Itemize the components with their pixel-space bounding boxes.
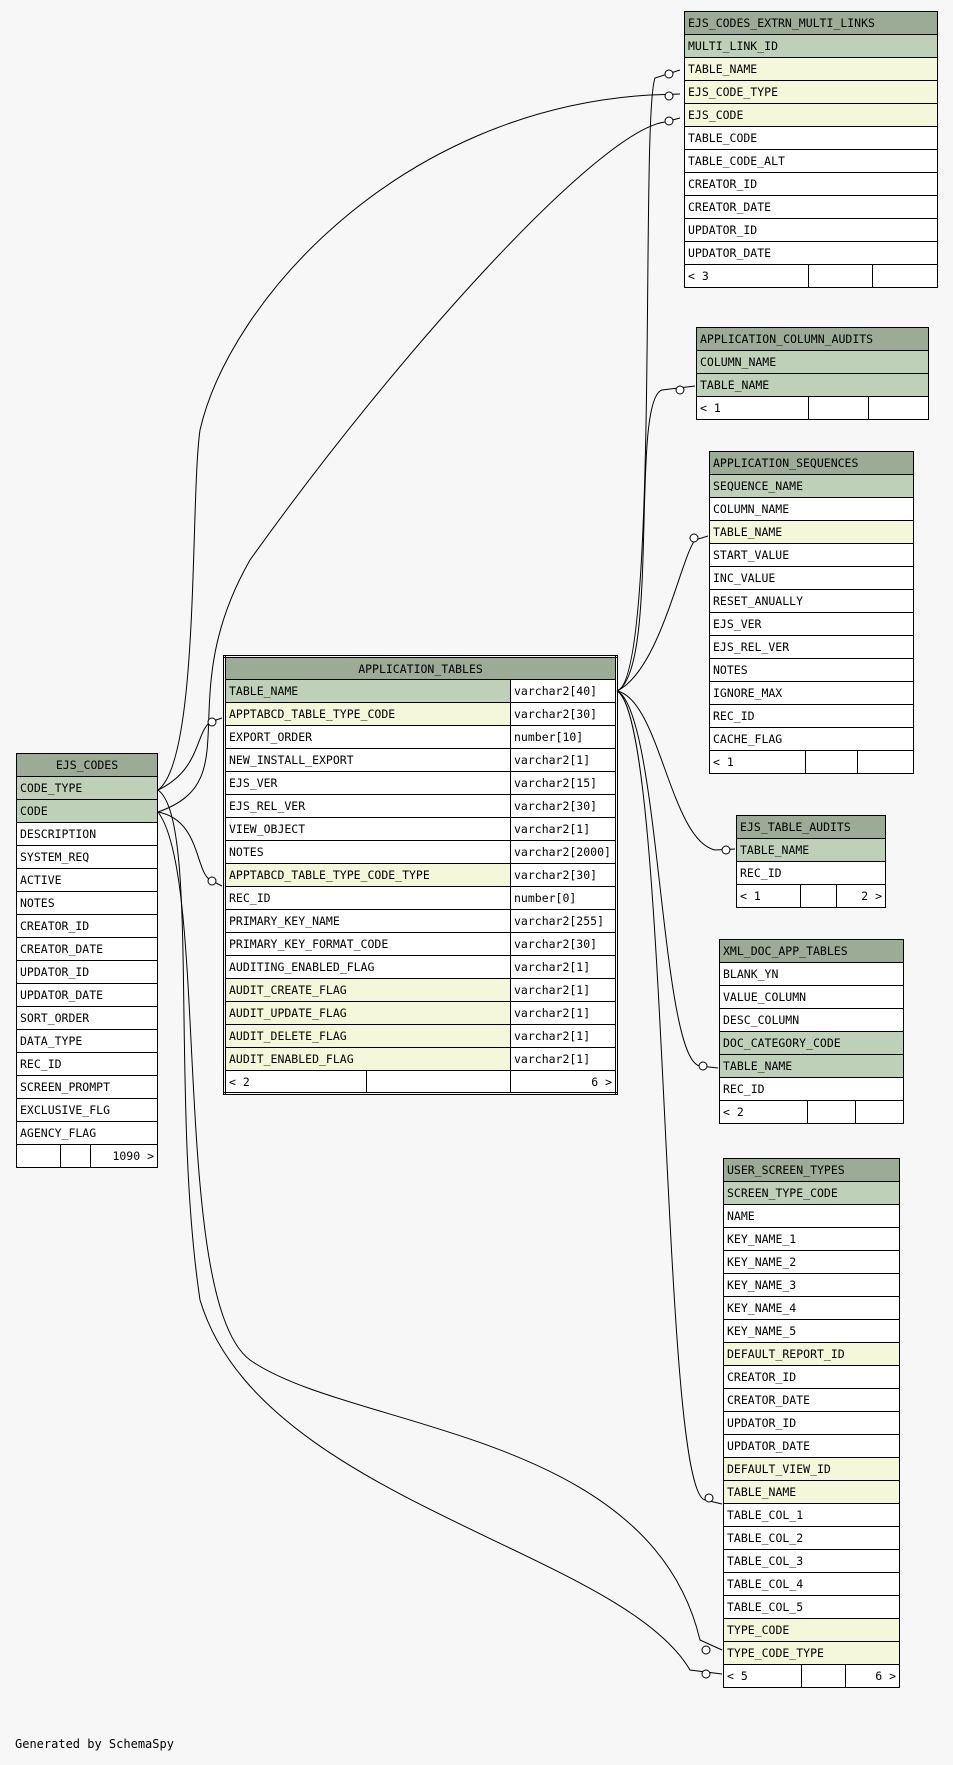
parents-count	[17, 1145, 61, 1168]
column-cell: DEFAULT_REPORT_ID	[724, 1343, 900, 1366]
column-name: VIEW_OBJECT	[225, 818, 511, 841]
table-user-screen-types	[723, 1158, 900, 1688]
column-type: varchar2[30]	[511, 703, 617, 726]
column-cell: SYSTEM_REQ	[17, 846, 158, 869]
column-type: varchar2[1]	[511, 1002, 617, 1025]
column-type: varchar2[30]	[511, 933, 617, 956]
edge-end-circle	[702, 1646, 710, 1654]
rows-count	[801, 885, 837, 908]
table-title: APPLICATION_TABLES	[225, 657, 617, 680]
column-cell: SEQUENCE_NAME	[710, 475, 914, 498]
table-title: EJS_CODES	[17, 754, 158, 777]
column-name: TABLE_NAME	[225, 680, 511, 703]
column-type: varchar2[1]	[511, 979, 617, 1002]
column-name: AUDIT_ENABLED_FLAG	[225, 1048, 511, 1071]
edge-ejs-codes-to-app-tables-code	[158, 718, 222, 790]
edge-app-tables-to-xml-doc	[617, 691, 718, 1068]
column-cell: UPDATOR_ID	[685, 219, 938, 242]
rows-count	[61, 1145, 91, 1168]
children-count	[869, 397, 929, 420]
column-cell: TABLE_NAME	[720, 1055, 904, 1078]
column-cell: REC_ID	[720, 1078, 904, 1101]
column-type: varchar2[1]	[511, 1048, 617, 1071]
parents-count: < 5	[724, 1665, 802, 1688]
edge-end-circle	[208, 877, 216, 885]
rows-count	[809, 397, 869, 420]
column-cell: TABLE_CODE_ALT	[685, 150, 938, 173]
column-type: varchar2[15]	[511, 772, 617, 795]
children-count	[873, 265, 938, 288]
column-cell: CREATOR_DATE	[685, 196, 938, 219]
column-name: AUDITING_ENABLED_FLAG	[225, 956, 511, 979]
edge-app-tables-to-sequences	[617, 536, 708, 691]
column-cell: TABLE_COL_4	[724, 1573, 900, 1596]
table-ejs-codes-extrn-multi-links	[684, 11, 938, 288]
children-count: 6 >	[511, 1071, 617, 1094]
column-cell: SORT_ORDER	[17, 1007, 158, 1030]
column-cell: ACTIVE	[17, 869, 158, 892]
column-cell: SCREEN_TYPE_CODE	[724, 1182, 900, 1205]
column-cell: DESC_COLUMN	[720, 1009, 904, 1032]
column-cell: TABLE_NAME	[697, 374, 929, 397]
column-name: EJS_REL_VER	[225, 795, 511, 818]
edge-end-circle	[690, 534, 698, 542]
column-cell: BLANK_YN	[720, 963, 904, 986]
column-cell: REC_ID	[17, 1053, 158, 1076]
parents-count: < 2	[225, 1071, 367, 1094]
column-type: varchar2[2000]	[511, 841, 617, 864]
table-title: EJS_CODES_EXTRN_MULTI_LINKS	[685, 12, 938, 35]
column-cell: EXCLUSIVE_FLG	[17, 1099, 158, 1122]
column-type: varchar2[255]	[511, 910, 617, 933]
rows-count	[367, 1071, 511, 1094]
table-xml-doc-app-tables	[719, 939, 904, 1124]
column-cell: IGNORE_MAX	[710, 682, 914, 705]
column-type: varchar2[1]	[511, 818, 617, 841]
column-cell: UPDATOR_ID	[17, 961, 158, 984]
column-cell: TYPE_CODE_TYPE	[724, 1642, 900, 1665]
edge-app-tables-to-multi-links	[617, 70, 680, 691]
column-cell: CREATOR_DATE	[17, 938, 158, 961]
edge-end-circle	[676, 386, 684, 394]
parents-count: < 3	[685, 265, 809, 288]
table-title: EJS_TABLE_AUDITS	[737, 816, 886, 839]
table-title: USER_SCREEN_TYPES	[724, 1159, 900, 1182]
column-cell: RESET_ANUALLY	[710, 590, 914, 613]
column-cell: INC_VALUE	[710, 567, 914, 590]
column-type: varchar2[30]	[511, 864, 617, 887]
edge-end-circle	[699, 1062, 707, 1070]
column-cell: EJS_REL_VER	[710, 636, 914, 659]
column-name: APPTABCD_TABLE_TYPE_CODE	[225, 703, 511, 726]
table-application-tables	[223, 655, 618, 1095]
column-type: number[0]	[511, 887, 617, 910]
parents-count: < 2	[720, 1101, 808, 1124]
column-cell: NAME	[724, 1205, 900, 1228]
column-cell: DATA_TYPE	[17, 1030, 158, 1053]
edge-end-circle	[665, 70, 673, 78]
column-name: APPTABCD_TABLE_TYPE_CODE_TYPE	[225, 864, 511, 887]
column-cell: AGENCY_FLAG	[17, 1122, 158, 1145]
edge-ejs-codes-to-app-tables-type	[158, 812, 222, 886]
column-cell: DESCRIPTION	[17, 823, 158, 846]
column-name: AUDIT_DELETE_FLAG	[225, 1025, 511, 1048]
table-title: APPLICATION_COLUMN_AUDITS	[697, 328, 929, 351]
column-cell: CODE_TYPE	[17, 777, 158, 800]
column-cell: UPDATOR_ID	[724, 1412, 900, 1435]
column-cell: KEY_NAME_2	[724, 1251, 900, 1274]
column-cell: EJS_VER	[710, 613, 914, 636]
edge-end-circle	[665, 92, 673, 100]
column-name: EJS_VER	[225, 772, 511, 795]
column-cell: TABLE_NAME	[724, 1481, 900, 1504]
column-cell: TABLE_COL_3	[724, 1550, 900, 1573]
rows-count	[802, 1665, 846, 1688]
column-cell: START_VALUE	[710, 544, 914, 567]
parents-count: < 1	[710, 751, 806, 774]
edge-end-circle	[702, 1670, 710, 1678]
children-count: 1090 >	[91, 1145, 158, 1168]
column-cell: DEFAULT_VIEW_ID	[724, 1458, 900, 1481]
column-name: AUDIT_CREATE_FLAG	[225, 979, 511, 1002]
edge-end-circle	[705, 1494, 713, 1502]
column-cell: UPDATOR_DATE	[17, 984, 158, 1007]
table-title: XML_DOC_APP_TABLES	[720, 940, 904, 963]
table-title: APPLICATION_SEQUENCES	[710, 452, 914, 475]
column-cell: NOTES	[17, 892, 158, 915]
column-cell: UPDATOR_DATE	[724, 1435, 900, 1458]
column-cell: TABLE_NAME	[710, 521, 914, 544]
edge-app-tables-to-column-audits	[617, 386, 695, 691]
column-cell: COLUMN_NAME	[710, 498, 914, 521]
column-cell: TABLE_NAME	[737, 839, 886, 862]
column-name: REC_ID	[225, 887, 511, 910]
column-cell: CREATOR_ID	[17, 915, 158, 938]
column-cell: COLUMN_NAME	[697, 351, 929, 374]
rows-count	[806, 751, 858, 774]
column-cell: CREATOR_DATE	[724, 1389, 900, 1412]
edge-end-circle	[208, 718, 216, 726]
column-cell: SCREEN_PROMPT	[17, 1076, 158, 1099]
column-cell: EJS_CODE_TYPE	[685, 81, 938, 104]
parents-count: < 1	[737, 885, 801, 908]
column-cell: TABLE_COL_5	[724, 1596, 900, 1619]
column-cell: REC_ID	[710, 705, 914, 728]
column-cell: KEY_NAME_4	[724, 1297, 900, 1320]
column-cell: TABLE_COL_2	[724, 1527, 900, 1550]
rows-count	[809, 265, 873, 288]
column-name: EXPORT_ORDER	[225, 726, 511, 749]
column-type: varchar2[1]	[511, 749, 617, 772]
edge-app-tables-to-screen-types	[617, 691, 722, 1504]
column-cell: EJS_CODE	[685, 104, 938, 127]
column-cell: TABLE_CODE	[685, 127, 938, 150]
column-type: varchar2[1]	[511, 1025, 617, 1048]
column-name: NEW_INSTALL_EXPORT	[225, 749, 511, 772]
column-type: varchar2[30]	[511, 795, 617, 818]
column-cell: CREATOR_ID	[685, 173, 938, 196]
column-cell: REC_ID	[737, 862, 886, 885]
column-name: PRIMARY_KEY_FORMAT_CODE	[225, 933, 511, 956]
children-count: 6 >	[846, 1665, 900, 1688]
children-count	[858, 751, 914, 774]
generated-by-label: Generated by SchemaSpy	[15, 1737, 174, 1751]
table-application-sequences	[709, 451, 914, 774]
column-cell: UPDATOR_DATE	[685, 242, 938, 265]
column-cell: CODE	[17, 800, 158, 823]
column-cell: MULTI_LINK_ID	[685, 35, 938, 58]
column-cell: TABLE_NAME	[685, 58, 938, 81]
children-count: 2 >	[837, 885, 886, 908]
column-cell: KEY_NAME_1	[724, 1228, 900, 1251]
table-application-column-audits	[696, 327, 929, 420]
column-cell: CREATOR_ID	[724, 1366, 900, 1389]
column-cell: KEY_NAME_3	[724, 1274, 900, 1297]
column-cell: KEY_NAME_5	[724, 1320, 900, 1343]
column-cell: CACHE_FLAG	[710, 728, 914, 751]
column-type: number[10]	[511, 726, 617, 749]
column-name: NOTES	[225, 841, 511, 864]
column-type: varchar2[1]	[511, 956, 617, 979]
rows-count	[808, 1101, 856, 1124]
edge-end-circle	[665, 117, 673, 125]
parents-count: < 1	[697, 397, 809, 420]
children-count	[856, 1101, 904, 1124]
column-cell: VALUE_COLUMN	[720, 986, 904, 1009]
column-type: varchar2[40]	[511, 680, 617, 703]
column-name: PRIMARY_KEY_NAME	[225, 910, 511, 933]
column-cell: TYPE_CODE	[724, 1619, 900, 1642]
column-name: AUDIT_UPDATE_FLAG	[225, 1002, 511, 1025]
edge-end-circle	[722, 846, 730, 854]
column-cell: DOC_CATEGORY_CODE	[720, 1032, 904, 1055]
table-ejs-codes	[16, 753, 158, 1168]
column-cell: NOTES	[710, 659, 914, 682]
table-ejs-table-audits	[736, 815, 886, 908]
column-cell: TABLE_COL_1	[724, 1504, 900, 1527]
